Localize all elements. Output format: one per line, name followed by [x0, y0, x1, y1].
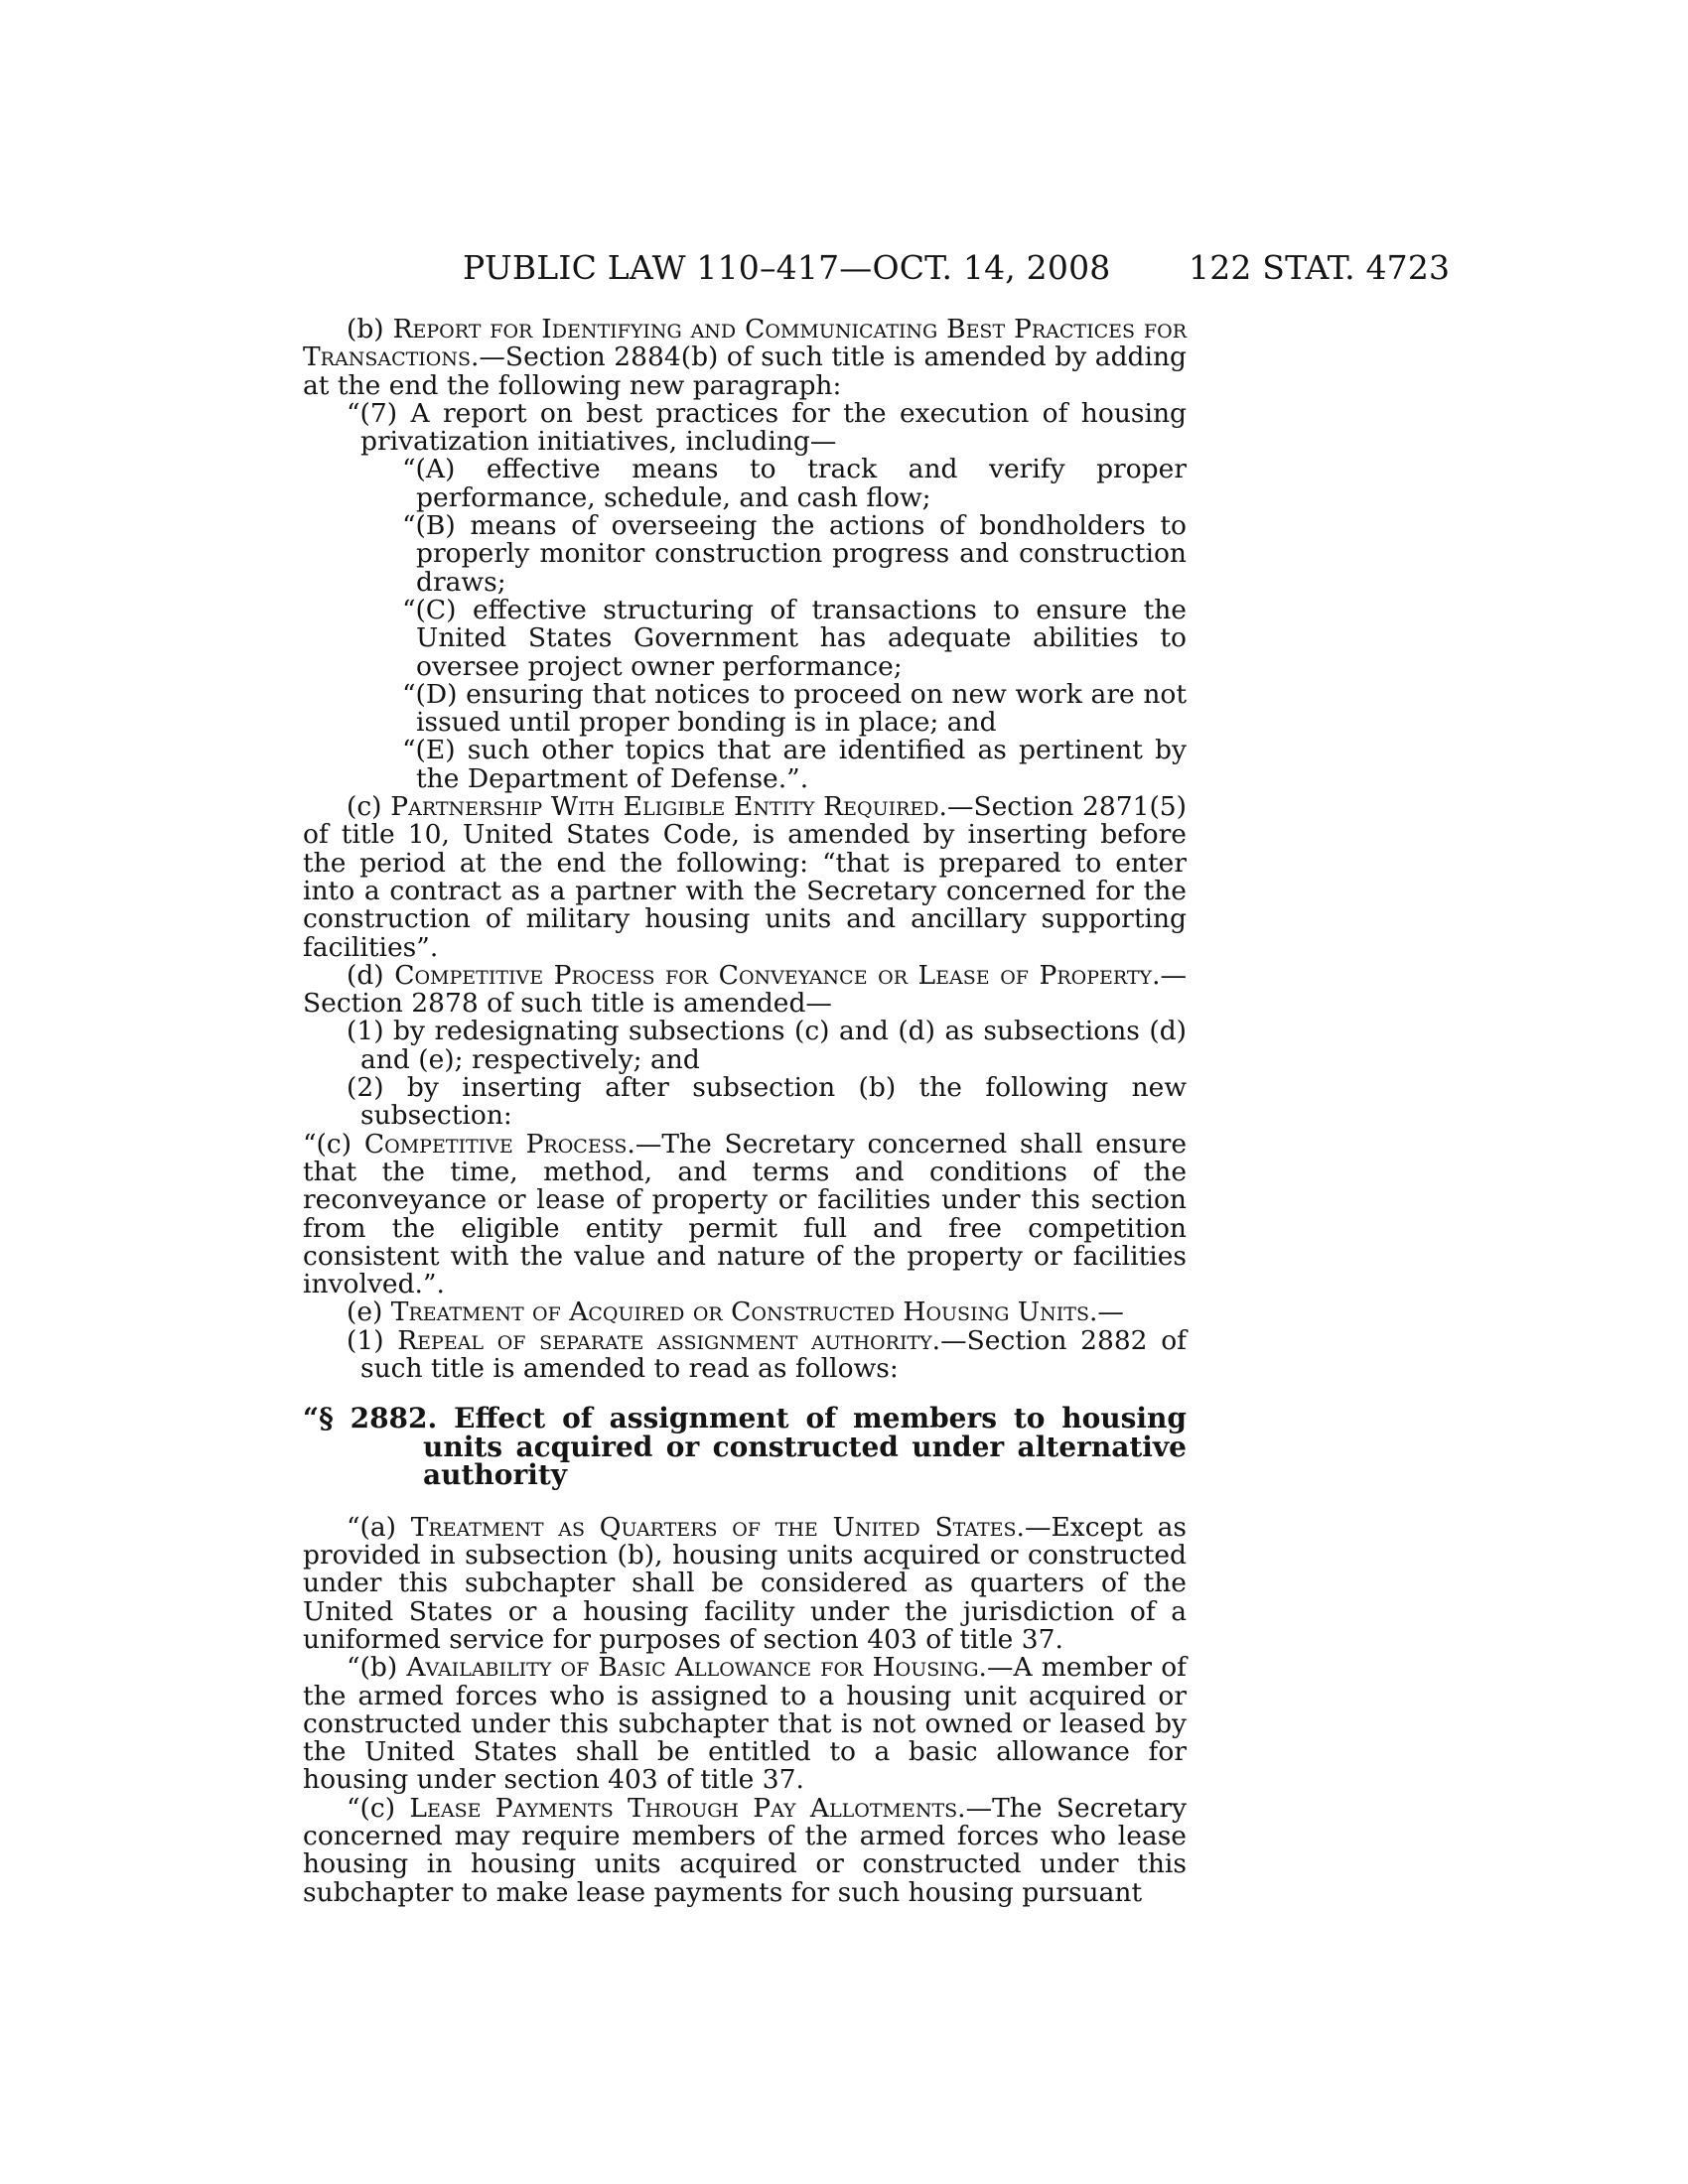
running-head-title: PUBLIC LAW 110–417—OCT. 14, 2008 [463, 248, 1111, 287]
section-subsection-b: “(b) Availability of Basic Allowance for Housing.—A member of the armed forces who is assigned to a housing unit acquired or constructed under this subchapter that is not owned or leased by the United States shall be entitled to a basic allowance for housing under section 403 of title 37. [303, 1652, 1187, 1796]
subsection-b: (b) Report for Identifying and Communicating Best Practices for Transactions.—Section 2884(b) of such title is amended by adding at the end the following new paragraph: [303, 314, 1187, 401]
subsection-d-paragraph-1: (1) by redesignating subsections (c) and (d) as subsections (d) and (e); respectively; and [347, 1016, 1187, 1075]
page-body [303, 316, 1187, 1907]
subparagraph-d: “(D) ensuring that notices to proceed on new work are not issued until proper bonding is in place; and [402, 678, 1187, 739]
section-subsection-b-heading: Availability of Basic Allowance for Housing. [406, 1652, 987, 1684]
subsection-c-heading: Partnership With Eligible Entity Required. [390, 791, 947, 823]
subsection-b-heading: Report for Identifying and Communicating Best Practices for Transactions. [303, 314, 1187, 373]
subsection-d-paragraph-2: (2) by inserting after subsection (b) the following new subsection: [347, 1072, 1187, 1132]
subparagraph-c: “(C) effective structuring of transactions to ensure the United States Government has adequate abilities to oversee project owner performance; [402, 594, 1187, 682]
section-2882-heading: “§ 2882. Effect of assignment of members to housing units acquired or constructed under alternative authority [303, 1402, 1187, 1492]
quoted-subsection-c: “(c) Competitive Process.—The Secretary concerned shall ensure that the time, method, and terms and conditions of the reconveyance or lease of property or facilities under this section from the eligible entity permit full and free competition consistent with the value and nature of the property or facilities involved.”. [303, 1128, 1188, 1300]
page-stat-number: 122 STAT. 4723 [1189, 248, 1451, 287]
subparagraph-a: “(A) effective means to track and verify proper performance, schedule, and cash flow; [402, 454, 1187, 513]
subparagraph-b: “(B) means of overseeing the actions of bondholders to properly monitor construction progress and construction draws; [402, 510, 1187, 598]
subsection-e-paragraph-1: (1) Repeal of separate assignment authority.—Section 2882 of such title is amended to read as follows: [347, 1324, 1187, 1384]
subsection-e-heading: Treatment of Acquired or Constructed Housing Units. [390, 1297, 1098, 1328]
section-subsection-c-heading: Lease Payments Through Pay Allotments. [409, 1792, 966, 1824]
subparagraph-e: “(E) such other topics that are identified as pertinent by the Department of Defense.”. [402, 735, 1187, 794]
subsection-c: (c) Partnership With Eligible Entity Required.—Section 2871(5) of title 10, United States Code, is amended by inserting before the period at the end the following: “that is prepared to enter into a contract as a partner with the Secretary concerned for the construction of military housing units and ancillary supporting facilities”. [303, 791, 1188, 963]
paragraph-7: “(7) A report on best practices for the execution of housing privatization initiatives, including— [347, 397, 1187, 458]
subsection-e-paragraph-1-heading: Repeal of separate assignment authority. [397, 1324, 941, 1356]
quoted-subsection-c-heading: Competitive Process. [363, 1128, 635, 1160]
subsection-d-heading: Competitive Process for Conveyance or Lease of Property. [394, 959, 1161, 991]
subsection-d: (d) Competitive Process for Conveyance or Lease of Property.—Section 2878 of such title is amended— [303, 959, 1187, 1020]
section-subsection-a: “(a) Treatment as Quarters of the United States.—Except as provided in subsection (b), housing units acquired or constructed under this subchapter shall be considered as quarters of the United States or a housing facility under the jurisdiction of a uniformed service for purposes of section 403 of title 37. [303, 1511, 1187, 1655]
subsection-e: (e) Treatment of Acquired or Constructed Housing Units.— [347, 1297, 1124, 1328]
section-subsection-a-heading: Treatment as Quarters of the United States. [410, 1511, 1025, 1543]
section-subsection-c: “(c) Lease Payments Through Pay Allotments.—The Secretary concerned may require members of the armed forces who lease housing in housing units acquired or constructed under this subchapter to make lease payments for such housing pursuant [303, 1792, 1187, 1908]
